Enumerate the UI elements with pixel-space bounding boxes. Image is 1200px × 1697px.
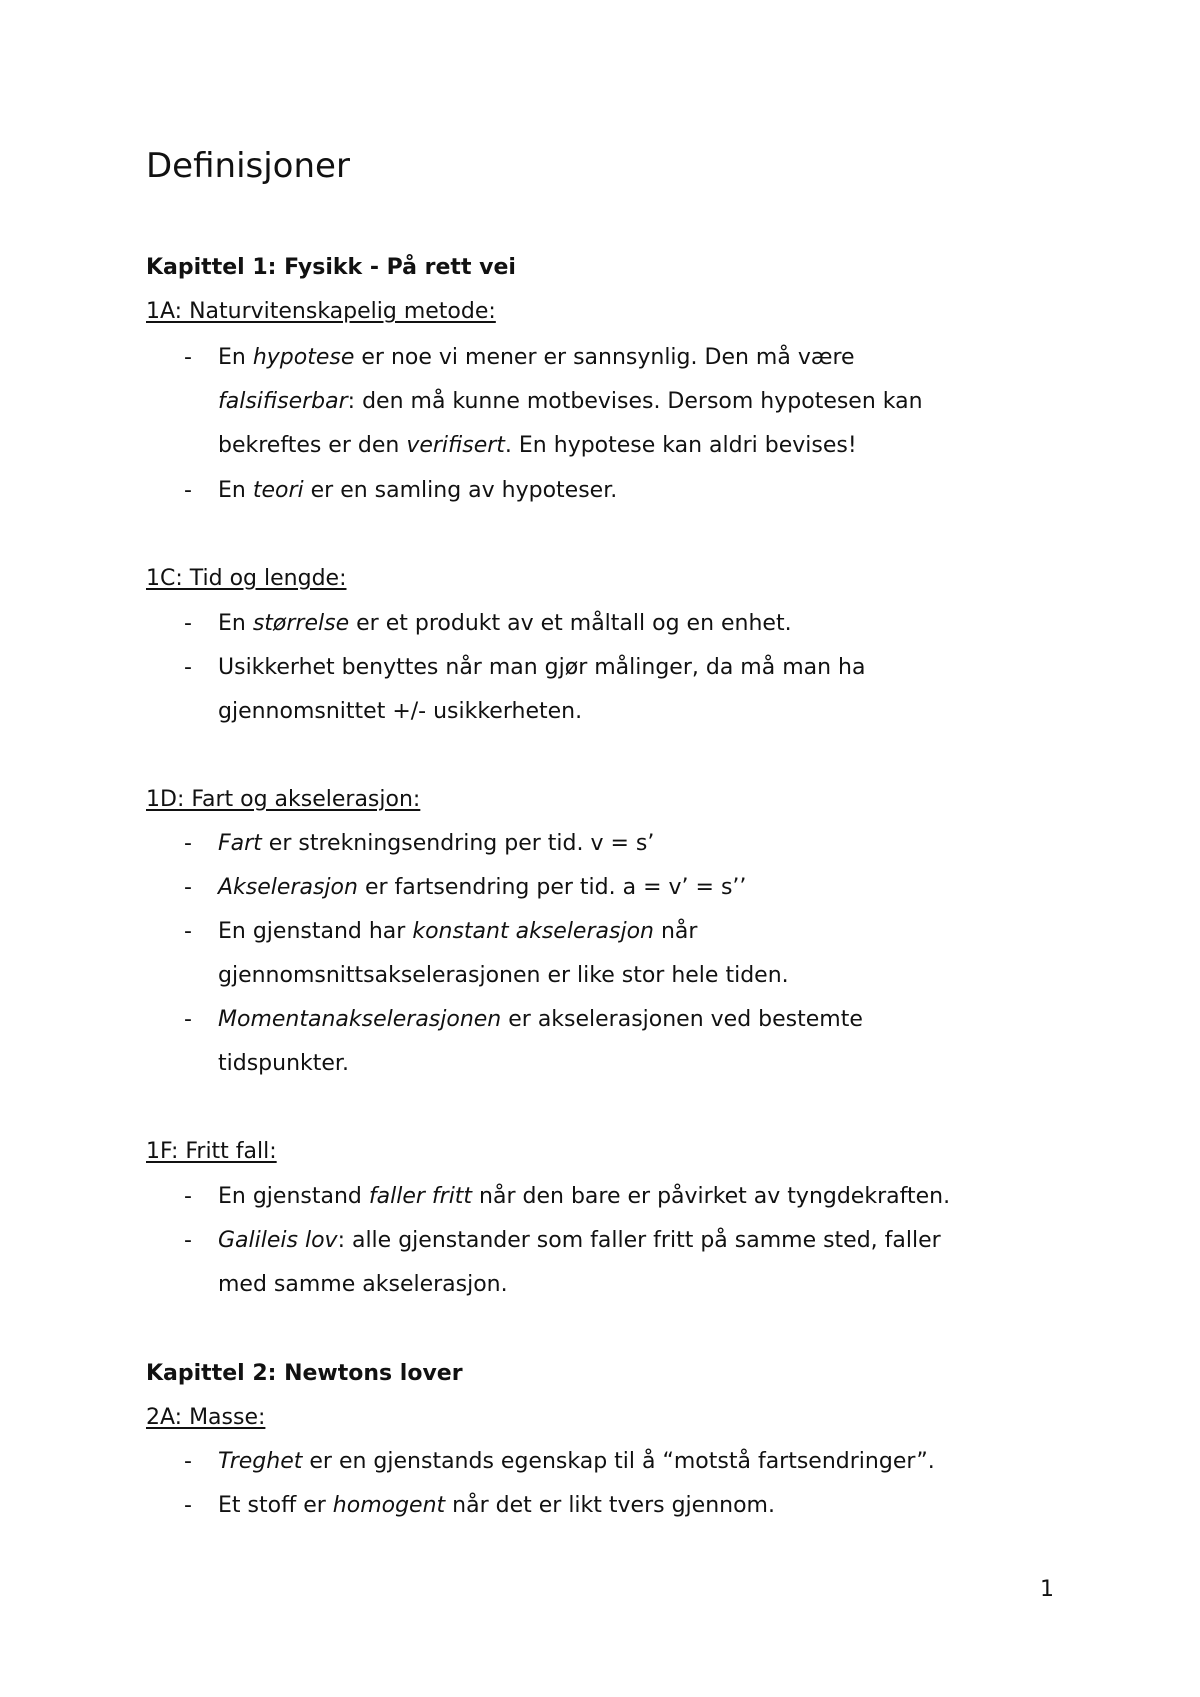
section-heading-2a: 2A: Masse: xyxy=(146,1405,266,1430)
bullet-text-continued: gjennomsnittet +/- usikkerheten. xyxy=(218,699,583,724)
bullet-dash: - xyxy=(184,478,192,503)
bullet-text: Akselerasjon er fartsendring per tid. a = v’ = s’’ xyxy=(218,875,747,900)
bullet-text-continued: gjennomsnittsakselerasjonen er like stor hele tiden. xyxy=(218,963,789,988)
bullet-text: En gjenstand har konstant akselerasjon når xyxy=(218,919,698,944)
bullet-dash: - xyxy=(184,345,192,370)
bullet-dash: - xyxy=(184,831,192,856)
bullet-text: Usikkerhet benyttes når man gjør målinger, da må man ha xyxy=(218,655,866,680)
bullet-text: En størrelse er et produkt av et måltall og en enhet. xyxy=(218,611,792,636)
bullet-text-continued: falsifiserbar: den må kunne motbevises. Dersom hypotesen kan xyxy=(218,389,923,414)
bullet-text: En teori er en samling av hypoteser. xyxy=(218,478,618,503)
section-heading-1f: 1F: Fritt fall: xyxy=(146,1139,277,1164)
chapter-heading-1: Kapittel 1: Fysikk - På rett vei xyxy=(146,255,516,280)
bullet-dash: - xyxy=(184,1493,192,1518)
section-heading-1a: 1A: Naturvitenskapelig metode: xyxy=(146,299,496,324)
bullet-text: Fart er strekningsendring per tid. v = s’ xyxy=(218,831,655,856)
section-heading-1c: 1C: Tid og lengde: xyxy=(146,566,347,591)
bullet-text: En gjenstand faller fritt når den bare er påvirket av tyngdekraften. xyxy=(218,1184,951,1209)
bullet-dash: - xyxy=(184,655,192,680)
bullet-dash: - xyxy=(184,1228,192,1253)
bullet-text: Treghet er en gjenstands egenskap til å “motstå fartsendringer”. xyxy=(218,1449,935,1474)
bullet-text-continued: med samme akselerasjon. xyxy=(218,1272,508,1297)
chapter-heading-2: Kapittel 2: Newtons lover xyxy=(146,1361,463,1386)
section-heading-1d: 1D: Fart og akselerasjon: xyxy=(146,787,421,812)
bullet-dash: - xyxy=(184,1007,192,1032)
bullet-text: Et stoff er homogent når det er likt tvers gjennom. xyxy=(218,1493,775,1518)
bullet-dash: - xyxy=(184,1184,192,1209)
bullet-text-continued: bekreftes er den verifisert. En hypotese kan aldri bevises! xyxy=(218,433,857,458)
bullet-dash: - xyxy=(184,875,192,900)
page-number: 1 xyxy=(1040,1577,1054,1602)
page-title: Definisjoner xyxy=(146,146,350,186)
bullet-dash: - xyxy=(184,919,192,944)
bullet-text-continued: tidspunkter. xyxy=(218,1051,349,1076)
bullet-text: En hypotese er noe vi mener er sannsynlig. Den må være xyxy=(218,345,855,370)
bullet-dash: - xyxy=(184,611,192,636)
bullet-text: Momentanakselerasjonen er akselerasjonen ved bestemte xyxy=(218,1007,863,1032)
bullet-dash: - xyxy=(184,1449,192,1474)
bullet-text: Galileis lov: alle gjenstander som faller fritt på samme sted, faller xyxy=(218,1228,941,1253)
